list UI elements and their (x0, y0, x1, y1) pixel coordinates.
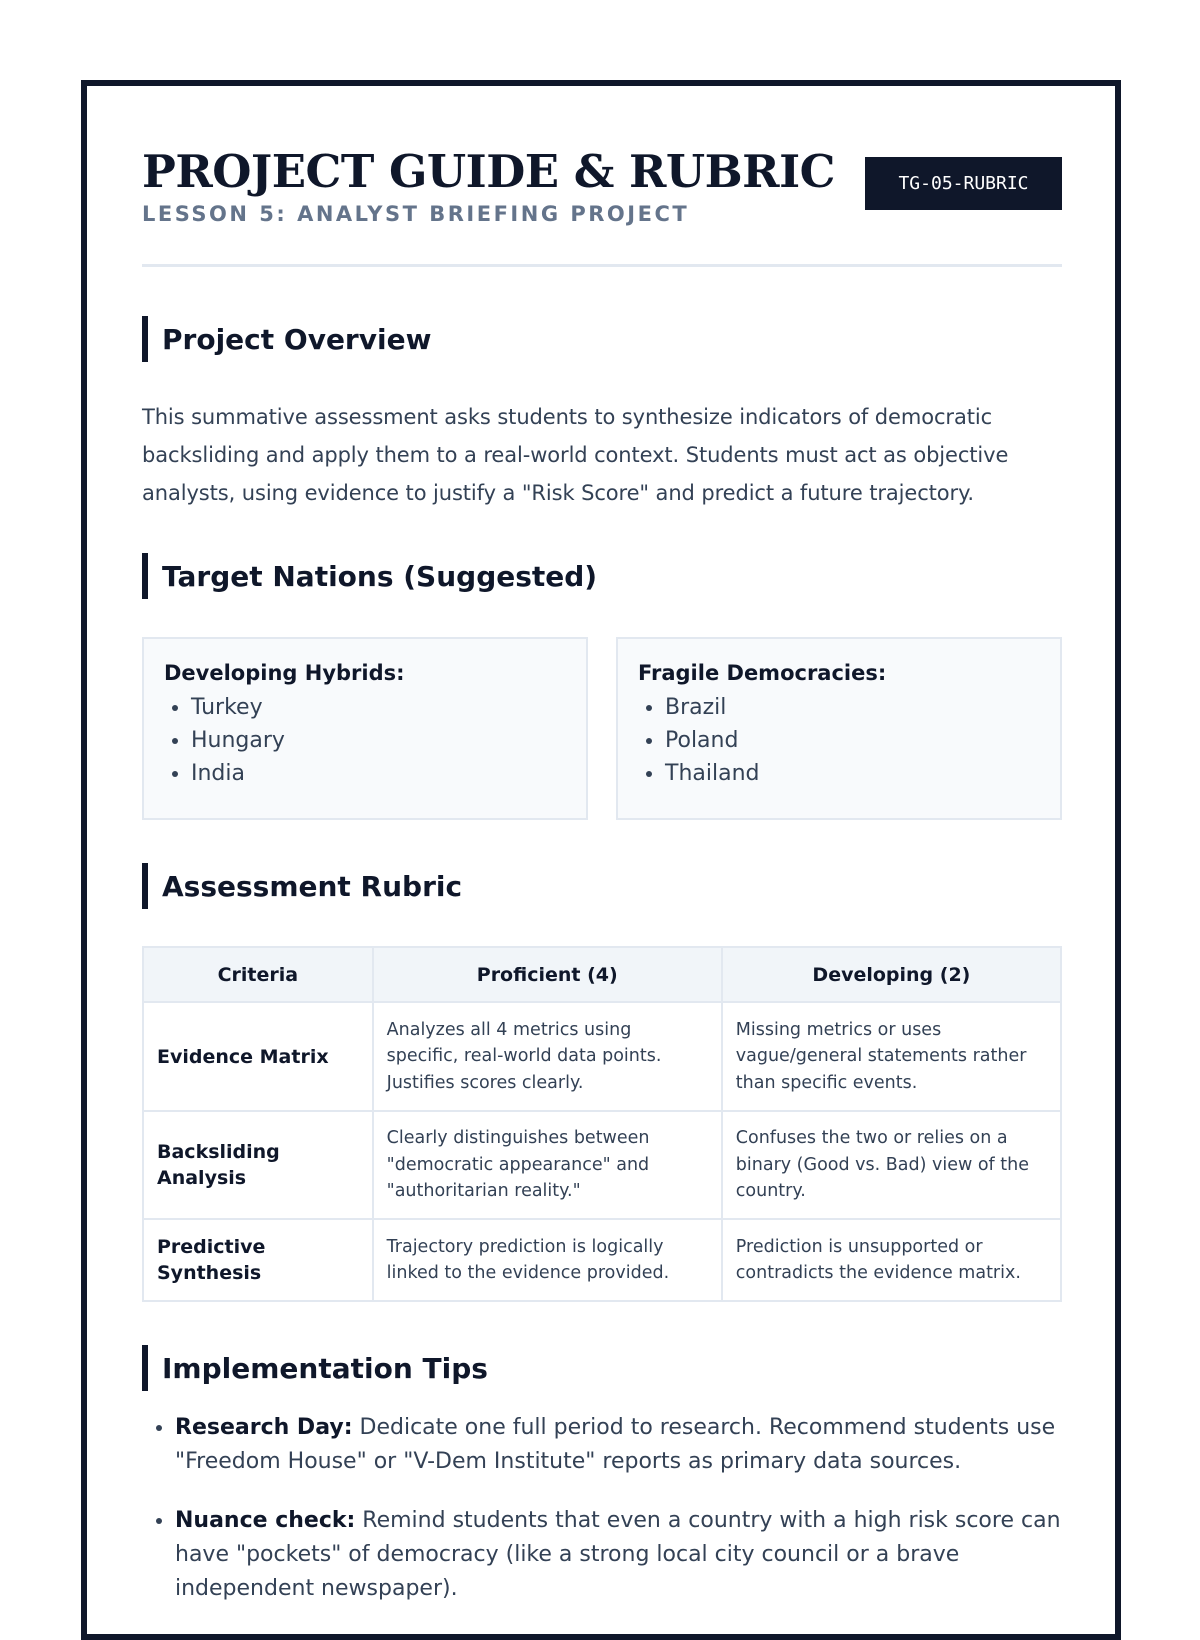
list-item (175, 1504, 1062, 1606)
developing-cell: Confuses the two or relies on a binary (Good vs. Bad) view of the country. (722, 1111, 1061, 1219)
nation-item: • Poland (665, 724, 1040, 757)
proficient-cell: Trajectory prediction is logically linked to the evidence provided. (373, 1219, 722, 1301)
proficient-cell: Clearly distinguishes between "democratic appearance" and "authoritarian reality." (373, 1111, 722, 1219)
tip-text: Remind students that even a country with a high risk score can have "pockets" of democracy (like a strong local city council or a brave independent newspaper). (175, 1508, 1061, 1601)
section-title: Project Overview (162, 322, 432, 356)
section-title: Assessment Rubric (162, 869, 463, 903)
nation-item: • Brazil (665, 691, 1040, 724)
table-row (143, 1219, 1061, 1301)
nation-item: • Thailand (665, 757, 1040, 790)
developing-cell: Missing metrics or uses vague/general statements rather than specific events. (722, 1002, 1061, 1111)
column-header-developing: Developing (2) (722, 947, 1061, 1002)
nation-item: • Hungary (191, 724, 566, 757)
column-header-proficient: Proficient (4) (373, 947, 722, 1002)
section-heading-overview (142, 316, 431, 362)
tip-text: Dedicate one full period to research. Recommend students use "Freedom House" or "V-Dem Institute" reports as primary data sources. (175, 1415, 1056, 1474)
table-row (143, 1002, 1061, 1111)
nation-list (638, 691, 1040, 790)
tips-list (142, 1411, 1062, 1631)
section-heading-nations (142, 553, 597, 599)
tip-label: Nuance check: (175, 1508, 356, 1533)
document-content (142, 145, 1062, 1601)
section-accent-bar (142, 1345, 148, 1391)
section-accent-bar (142, 553, 148, 599)
section-title: Target Nations (Suggested) (162, 559, 598, 593)
table-row (143, 1111, 1061, 1219)
nation-group-card (142, 637, 588, 820)
developing-cell: Prediction is unsupported or contradicts the evidence matrix. (722, 1219, 1061, 1301)
rubric-table (142, 946, 1062, 1302)
nation-group-card (616, 637, 1062, 820)
criteria-cell: Backsliding Analysis (143, 1111, 373, 1219)
page-subtitle: LESSON 5: ANALYST BRIEFING PROJECT (142, 202, 690, 226)
document-frame (81, 80, 1121, 1640)
section-heading-tips (142, 1345, 488, 1391)
list-item (175, 1411, 1062, 1479)
nation-list (164, 691, 566, 790)
column-header-criteria: Criteria (143, 947, 373, 1002)
nation-group-title: Developing Hybrids: (164, 661, 405, 685)
tip-label: Research Day: (175, 1415, 353, 1440)
nation-item: • India (191, 757, 566, 790)
document-header (142, 146, 1062, 267)
nation-item: • Turkey (191, 691, 566, 724)
section-accent-bar (142, 316, 148, 362)
criteria-cell: Predictive Synthesis (143, 1219, 373, 1301)
page-title: PROJECT GUIDE & RUBRIC (142, 145, 835, 198)
overview-paragraph: This summative assessment asks students to synthesize indicators of democratic backsliding and apply them to a real-world context. Students must act as objective analysts, using evidence to justify a "Risk Score" and predict a future trajectory. (142, 405, 1009, 505)
section-title: Implementation Tips (162, 1351, 488, 1385)
document-code-badge: TG-05-RUBRIC (865, 157, 1062, 210)
rubric-header-row (143, 947, 1061, 1002)
nation-group-title: Fragile Democracies: (638, 661, 887, 685)
section-accent-bar (142, 863, 148, 909)
proficient-cell: Analyzes all 4 metrics using specific, real-world data points. Justifies scores clearly. (373, 1002, 722, 1111)
criteria-cell: Evidence Matrix (143, 1002, 373, 1111)
section-heading-rubric (142, 863, 462, 909)
